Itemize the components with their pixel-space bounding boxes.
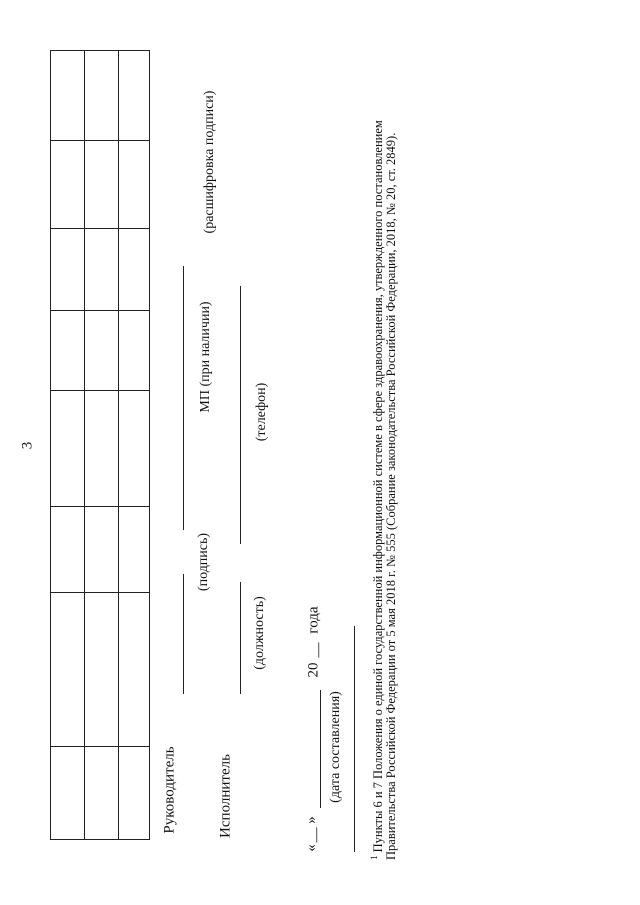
head-label: Руководитель — [161, 746, 178, 834]
footnote-marker: 1 — [369, 855, 379, 860]
executor-phone-line — [240, 286, 241, 544]
executor-label: Исполнитель — [217, 754, 234, 838]
table-column-divider — [50, 592, 150, 593]
table-column-divider — [50, 140, 150, 141]
table-column-divider — [50, 310, 150, 311]
date-quote-open: « — [303, 844, 320, 852]
date-quote-close: » — [303, 816, 320, 824]
date-caption: (дата составления) — [328, 691, 343, 803]
position-caption: (должность) — [252, 596, 267, 670]
table-border-left — [50, 50, 51, 840]
table-column-divider — [50, 746, 150, 747]
head-signature-line — [183, 574, 184, 694]
table-border-bottom — [50, 839, 150, 840]
footnote-separator — [354, 626, 355, 852]
footnote-text-2: Правительства Российской Федерации от 5 мая 2018 г. № 555 (Собрание законодательства Российской Федерации, 2018, № 20, ст. 2849). — [384, 132, 398, 860]
table-column-divider — [50, 506, 150, 507]
table-column-divider — [50, 228, 150, 229]
phone-caption: (телефон) — [254, 382, 269, 442]
stamp-caption: МП (при наличии) — [198, 301, 213, 413]
date-day-blank: __ — [303, 827, 320, 843]
decoding-caption: (расшифровка подписи) — [202, 90, 217, 234]
footnote-line-2 — [383, 133, 399, 860]
date-year-blank: __ — [305, 642, 322, 658]
date-month-line — [320, 690, 321, 808]
table-border-top — [50, 50, 150, 51]
table-border-right — [149, 50, 150, 840]
signature-caption: (подпись) — [196, 532, 211, 592]
date-year-prefix: 20 — [305, 662, 322, 678]
table-row-divider — [118, 50, 119, 840]
date-year-word: года — [305, 606, 322, 634]
data-table — [50, 50, 150, 840]
page-number: 3 — [19, 441, 36, 450]
footnote-text-1: Пункты 6 и 7 Положения о единой государственной информационной системе в сфере здравоохранения, утвержденного постановлением — [371, 120, 386, 853]
head-name-line — [183, 266, 184, 530]
table-column-divider — [50, 390, 150, 391]
table-row-divider — [84, 50, 85, 840]
executor-position-line — [240, 582, 241, 694]
